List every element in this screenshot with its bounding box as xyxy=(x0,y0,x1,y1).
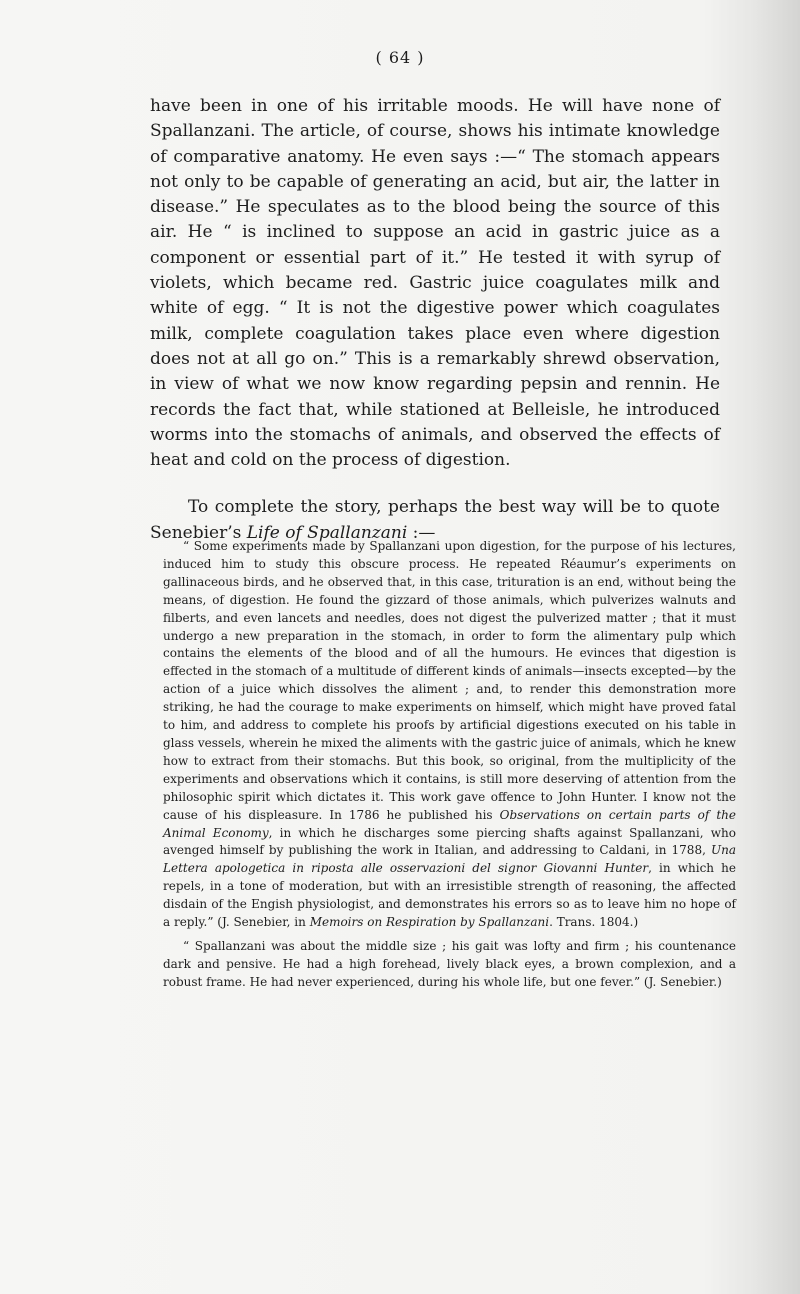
block-quote xyxy=(163,538,736,992)
title-una-lettera: Una Lettera apologetica in riposta alle osservazioni del signor Giovanni Hunter xyxy=(163,843,736,876)
main-text xyxy=(150,94,720,546)
page-number: ( 64 ) xyxy=(375,48,425,67)
quote-paragraph-1 xyxy=(163,538,736,932)
body-paragraph-1: have been in one of his irritable moods. He will have none of Spallanzani. The article, of course, shows his intimate knowledge of comparative anatomy. He even says :—“ The stomach appears not only to be capable of generating an acid, but air, the latter in disease.” He speculates as to the blood being the source of this air. He “ is inclined to suppose an acid in gastric juice as a component or essential part of it.” He tested it with syrup of violets, which became red. Gastric juice coagulates milk and white of egg. “ It is not the digestive power which coagulates milk, complete coagulation takes place even where digestion does not at all go on.” This is a remarkably shrewd observation, in view of what we now know regarding pepsin and rennin. He records the fact that, while stationed at Belleisle, he introduced worms into the stomachs of animals, and observed the effects of heat and cold on the process of digestion. xyxy=(150,96,720,471)
quote-1-part-d: . Trans. 1804.) xyxy=(549,915,639,930)
paragraph-2-lead: To complete the story, perhaps the best way will be to quote Senebier’s xyxy=(150,497,720,543)
title-observations: Observations on certain parts of the Animal Economy xyxy=(163,807,736,840)
quote-1-part-b: , in which he discharges some piercing shafts against Spallanzani, who avenged himself by publishing the work in Italian, and addressing to Caldani, in 1788, xyxy=(163,825,736,858)
book-title-life-of-spallanzani: Life of Spallanzani xyxy=(246,522,408,543)
paragraph-2-tail: :— xyxy=(407,522,436,543)
title-memoirs-on-respiration: Memoirs on Respiration by Spallanzani xyxy=(309,915,550,930)
quote-paragraph-2: “ Spallanzani was about the middle size ; his gait was lofty and firm ; his countenance dark and pensive. He had a high forehead, lively black eyes, a brown complexion, and a robust frame. He had never experienced, during his whole life, but one fever.” (J. Senebier.) xyxy=(163,938,736,989)
quote-1-part-a: “ Some experiments made by Spallanzani upon digestion, for the purpose of his lectures, induced him to study this obscure process. He repeated Réaumur’s experiments on gallinaceous birds, and he observed that, in this case, trituration is an end, without being the means, of digestion. He found the gizzard of those animals, which pulverizes walnuts and filberts, and even lancets and needles, does not digest the pulverized matter ; that it must undergo a new preparation in the stomach, in order to form the alimentary pulp which contains the elements of the blood and of all the humours. He evinces that digestion is effected in the stomach of a multitude of different kinds of animals—insects excepted—by the action of a juice which dissolves the aliment ; and, to render this demonstration more striking, he had the courage to make experiments on himself, which might have proved fatal to him, and address to complete his proofs by artificial digestions executed on his table in glass vessels, wherein he mixed the aliments with the gastric juice of animals, which he knew how to extract from their stomachs. But this book, so original, from the multiplicity of the experiments and observations which it contains, is still more deserving of attention from the philosophic spirit which dictates it. This work gave offence to John Hunter. I know not the cause of his displeasure. In 1786 he published his xyxy=(163,539,736,822)
quote-1-part-c: , in which he repels, in a tone of moderation, but with an irresistible strength of reasoning, the affected disdain of the Engish physiologist, and demonstrates his errors so as to leave him no hope of a reply.” (J. Senebier, in xyxy=(163,861,736,930)
